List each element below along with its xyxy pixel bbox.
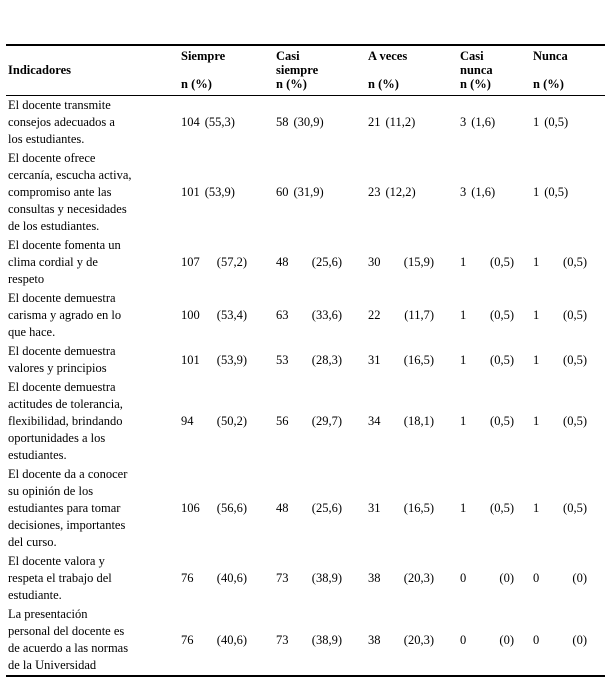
header-sub-label: n (%) (533, 77, 564, 91)
cell-pct: (0,5) (563, 352, 587, 367)
header-label: Siempre (181, 49, 226, 63)
cell-casi-siempre (276, 571, 368, 586)
cell-pct: (0) (499, 632, 514, 647)
cell-nunca (533, 501, 603, 516)
cell-n: 48 (276, 255, 289, 269)
cell-n: 22 (368, 308, 381, 322)
cell-siempre (181, 185, 276, 200)
cell-pct: (31,9) (293, 185, 324, 199)
cell-casi-siempre (276, 308, 368, 323)
cell-pct: (30,9) (293, 115, 324, 129)
cell-pct: (0) (572, 632, 587, 647)
indicator-text: El docente demuestra carisma y agrado en lo que hace. (8, 291, 122, 339)
header-label: A veces (368, 49, 408, 63)
cell-a-veces (368, 255, 460, 270)
cell-a-veces (368, 115, 460, 130)
cell-n: 34 (368, 414, 381, 428)
cell-a-veces (368, 308, 460, 323)
header-sub-label: n (%) (368, 77, 399, 91)
cell-siempre (181, 353, 276, 368)
cell-pct: (38,9) (311, 632, 342, 647)
cell-pct: (16,5) (403, 501, 434, 515)
cell-n: 38 (368, 571, 381, 585)
cell-siempre (181, 115, 276, 130)
cell-nunca (533, 115, 603, 130)
cell-n: 3 (460, 115, 467, 129)
indicator-cell (6, 606, 181, 674)
cell-n: 101 (181, 352, 200, 367)
cell-pct: (0,5) (490, 352, 514, 367)
table-row (6, 342, 605, 378)
cell-pct: (53,9) (216, 352, 247, 367)
cell-a-veces (368, 414, 460, 429)
cell-nunca (533, 353, 603, 368)
cell-casi-nunca (460, 633, 533, 648)
cell-nunca (533, 633, 603, 648)
header-label: Indicadores (8, 63, 71, 77)
cell-siempre (181, 414, 276, 429)
header-label: Casi siempre (276, 49, 319, 77)
indicator-text: El docente fomenta un clima cordial y de respeto (8, 238, 121, 286)
cell-pct: (33,6) (311, 308, 342, 322)
cell-casi-nunca (460, 353, 533, 368)
cell-pct: (0,5) (563, 308, 587, 322)
cell-pct: (56,6) (216, 501, 247, 515)
cell-pct: (40,6) (216, 571, 247, 585)
cell-pct: (0,5) (490, 308, 514, 322)
cell-pct: (57,2) (216, 255, 247, 269)
cell-casi-nunca (460, 571, 533, 586)
cell-pct: (16,5) (403, 352, 434, 367)
cell-n: 58 (276, 115, 289, 129)
cell-n: 0 (460, 571, 467, 585)
header-sub-label: n (%) (276, 77, 307, 91)
indicator-cell (6, 237, 181, 288)
cell-a-veces (368, 185, 460, 200)
cell-n: 1 (533, 501, 540, 515)
cell-casi-siempre (276, 501, 368, 516)
cell-n: 0 (533, 632, 540, 647)
indicators-table (6, 44, 605, 677)
indicator-text: El docente demuestra valores y principios (8, 344, 116, 375)
table-row (6, 236, 605, 289)
cell-n: 1 (533, 115, 540, 129)
cell-pct: (40,6) (216, 632, 247, 647)
header-label: Casi nunca (460, 49, 493, 77)
cell-casi-siempre (276, 414, 368, 429)
cell-pct: (11,2) (385, 115, 416, 129)
cell-n: 1 (533, 414, 540, 428)
table-row (6, 289, 605, 342)
cell-n: 1 (460, 414, 467, 428)
cell-pct: (1,6) (471, 115, 496, 129)
cell-pct: (0) (499, 571, 514, 585)
cell-casi-nunca (460, 255, 533, 270)
cell-n: 73 (276, 632, 289, 647)
indicator-cell (6, 290, 181, 341)
cell-pct: (0,5) (563, 414, 587, 428)
cell-a-veces (368, 633, 460, 648)
cell-pct: (20,3) (403, 571, 434, 585)
cell-a-veces (368, 353, 460, 368)
cell-nunca (533, 414, 603, 429)
indicator-text: El docente demuestra actitudes de tolerancia, flexibilidad, brindando oportunidades a los estudiantes. (8, 380, 123, 462)
table-row (6, 96, 605, 149)
cell-pct: (12,2) (385, 185, 416, 199)
cell-pct: (53,4) (216, 308, 247, 322)
column-header-a-veces (368, 46, 460, 95)
cell-pct: (11,7) (404, 308, 434, 322)
cell-casi-nunca (460, 308, 533, 323)
cell-n: 1 (533, 255, 540, 269)
indicator-text: El docente ofrece cercanía, escucha activa, compromiso ante las consultas y necesidades de los estudiantes. (8, 151, 132, 233)
table-row (6, 552, 605, 605)
cell-n: 76 (181, 571, 194, 585)
column-header-casi-siempre (276, 46, 368, 95)
column-header-siempre (181, 46, 276, 95)
cell-siempre (181, 571, 276, 586)
cell-pct: (25,6) (311, 255, 342, 269)
table-header (6, 46, 605, 96)
cell-n: 1 (460, 501, 467, 515)
cell-nunca (533, 185, 603, 200)
cell-n: 100 (181, 308, 200, 322)
cell-n: 48 (276, 501, 289, 515)
cell-pct: (29,7) (311, 414, 342, 428)
cell-casi-nunca (460, 185, 533, 200)
cell-n: 3 (460, 185, 467, 199)
cell-pct: (15,9) (403, 255, 434, 269)
indicator-cell (6, 553, 181, 604)
cell-n: 0 (460, 632, 467, 647)
cell-pct: (50,2) (216, 414, 247, 428)
cell-n: 104 (181, 115, 200, 129)
cell-pct: (0,5) (563, 255, 587, 269)
cell-n: 76 (181, 632, 194, 647)
column-header-indicadores (6, 46, 181, 95)
cell-casi-nunca (460, 501, 533, 516)
cell-n: 1 (533, 185, 540, 199)
cell-casi-siempre (276, 185, 368, 200)
cell-pct: (55,3) (204, 115, 235, 129)
cell-n: 1 (533, 352, 540, 367)
cell-n: 1 (460, 255, 467, 269)
indicator-text: El docente da a conocer su opinión de los estudiantes para tomar decisiones, importantes del curso. (8, 467, 128, 549)
cell-pct: (0,5) (490, 501, 514, 515)
cell-pct: (20,3) (403, 632, 434, 647)
table-row (6, 605, 605, 675)
indicator-cell (6, 150, 181, 235)
header-sub-label: n (%) (181, 77, 212, 91)
cell-pct: (0,5) (563, 501, 587, 515)
cell-n: 53 (276, 352, 289, 367)
cell-pct: (18,1) (403, 414, 434, 428)
indicator-cell (6, 379, 181, 464)
cell-n: 63 (276, 308, 289, 322)
table-row (6, 149, 605, 236)
cell-pct: (38,9) (311, 571, 342, 585)
header-label: Nunca (533, 49, 568, 63)
indicator-text: El docente valora y respeta el trabajo del estudiante. (8, 554, 112, 602)
cell-n: 1 (460, 352, 467, 367)
cell-pct: (28,3) (311, 352, 342, 367)
cell-siempre (181, 308, 276, 323)
column-header-nunca (533, 46, 603, 95)
cell-pct: (0) (572, 571, 587, 585)
cell-casi-siempre (276, 115, 368, 130)
cell-casi-nunca (460, 115, 533, 130)
cell-n: 1 (533, 308, 540, 322)
cell-casi-siempre (276, 353, 368, 368)
table-body (6, 96, 605, 675)
cell-nunca (533, 255, 603, 270)
cell-pct: (0,5) (544, 185, 569, 199)
cell-casi-siempre (276, 255, 368, 270)
cell-pct: (1,6) (471, 185, 496, 199)
cell-n: 73 (276, 571, 289, 585)
cell-pct: (0,5) (490, 255, 514, 269)
indicator-text: La presentación personal del docente es de acuerdo a las normas de la Universidad (8, 607, 129, 672)
cell-n: 1 (460, 308, 467, 322)
cell-n: 106 (181, 501, 200, 515)
cell-siempre (181, 501, 276, 516)
cell-n: 60 (276, 185, 289, 199)
cell-n: 21 (368, 115, 381, 129)
cell-pct: (53,9) (204, 185, 235, 199)
indicator-cell (6, 343, 181, 377)
cell-n: 23 (368, 185, 381, 199)
column-header-casi-nunca (460, 46, 533, 95)
cell-a-veces (368, 571, 460, 586)
cell-siempre (181, 633, 276, 648)
cell-n: 56 (276, 414, 289, 428)
cell-pct: (0,5) (544, 115, 569, 129)
indicator-cell (6, 466, 181, 551)
cell-n: 94 (181, 414, 194, 428)
indicator-cell (6, 97, 181, 148)
header-sub-label: n (%) (460, 77, 491, 91)
table-row (6, 378, 605, 465)
cell-n: 38 (368, 632, 381, 647)
cell-pct: (25,6) (311, 501, 342, 515)
cell-siempre (181, 255, 276, 270)
cell-casi-nunca (460, 414, 533, 429)
cell-casi-siempre (276, 633, 368, 648)
cell-n: 31 (368, 352, 381, 367)
cell-n: 30 (368, 255, 381, 269)
table-row (6, 465, 605, 552)
cell-n: 0 (533, 571, 540, 585)
cell-pct: (0,5) (490, 414, 514, 428)
indicator-text: El docente transmite consejos adecuados a los estudiantes. (8, 98, 115, 146)
cell-nunca (533, 571, 603, 586)
cell-nunca (533, 308, 603, 323)
cell-n: 101 (181, 185, 200, 199)
cell-a-veces (368, 501, 460, 516)
cell-n: 31 (368, 501, 381, 515)
cell-n: 107 (181, 255, 200, 269)
